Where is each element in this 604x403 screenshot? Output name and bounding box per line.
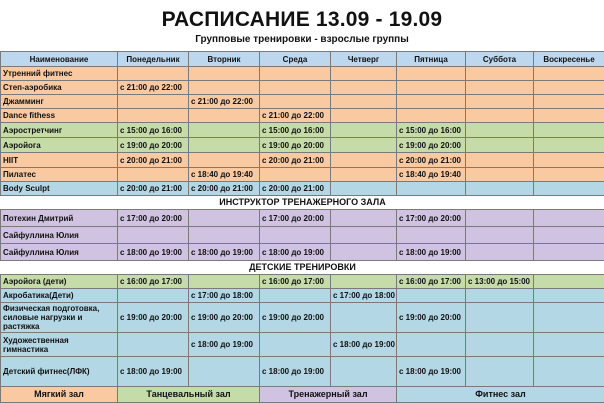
cell-mon: с 20:00 до 21:00 (118, 182, 189, 196)
cell-wed (260, 168, 331, 182)
cell-wed: с 16:00 до 17:00 (260, 275, 331, 289)
cell-wed: с 18:00 до 19:00 (260, 357, 331, 387)
cell-sat: с 13:00 до 15:00 (466, 275, 534, 289)
cell-fri: с 16:00 до 17:00 (397, 275, 466, 289)
page-subtitle: Групповые тренировки - взрослые группы (195, 34, 409, 45)
row-name: Джамминг (1, 95, 118, 109)
cell-wed: с 21:00 до 22:00 (260, 109, 331, 123)
page-title: РАСПИСАНИЕ 13.09 - 19.09 (161, 8, 443, 31)
table-row (1, 227, 604, 244)
cell-sun (534, 357, 604, 387)
table-row (1, 123, 604, 138)
cell-wed (260, 81, 331, 95)
table-row (1, 138, 604, 153)
table-row (1, 275, 604, 289)
cell-sun (534, 182, 604, 196)
legend-fitness-hall: Фитнес зал (397, 387, 604, 403)
table-row (1, 244, 604, 261)
cell-mon: с 21:00 до 22:00 (118, 81, 189, 95)
table-row (1, 109, 604, 123)
cell-mon (118, 67, 189, 81)
cell-wed: с 20:00 до 21:00 (260, 153, 331, 168)
cell-wed (260, 67, 331, 81)
cell-thu (331, 244, 397, 261)
cell-fri: с 20:00 до 21:00 (397, 153, 466, 168)
header-wed: Среда (260, 52, 331, 67)
cell-tue: с 18:00 до 19:00 (189, 333, 260, 357)
header-mon: Понедельник (118, 52, 189, 67)
cell-mon: с 15:00 до 16:00 (118, 123, 189, 138)
row-name: Dance fithess (1, 109, 118, 123)
cell-mon (118, 289, 189, 303)
row-name: Аэростретчинг (1, 123, 118, 138)
cell-mon: с 20:00 до 21:00 (118, 153, 189, 168)
cell-mon: с 17:00 до 20:00 (118, 210, 189, 227)
cell-fri (397, 109, 466, 123)
cell-thu (331, 303, 397, 333)
cell-mon: с 19:00 до 20:00 (118, 303, 189, 333)
cell-mon: с 18:00 до 19:00 (118, 357, 189, 387)
cell-fri: с 15:00 до 16:00 (397, 123, 466, 138)
cell-thu (331, 182, 397, 196)
section-title-kids: ДЕТСКИЕ ТРЕНИРОВКИ (1, 261, 604, 275)
cell-tue: с 18:00 до 19:00 (189, 244, 260, 261)
cell-sun (534, 244, 604, 261)
section-header-kids (1, 261, 604, 275)
cell-mon: с 19:00 до 20:00 (118, 138, 189, 153)
cell-sun (534, 109, 604, 123)
cell-tue (189, 357, 260, 387)
table-row (1, 153, 604, 168)
cell-mon (118, 227, 189, 244)
cell-tue (189, 67, 260, 81)
cell-thu (331, 81, 397, 95)
table-row (1, 67, 604, 81)
cell-sun (534, 333, 604, 357)
cell-sat (466, 303, 534, 333)
cell-sat (466, 182, 534, 196)
header-row (1, 52, 604, 67)
cell-sat (466, 109, 534, 123)
header-tue: Вторник (189, 52, 260, 67)
table-row (1, 210, 604, 227)
cell-mon: с 16:00 до 17:00 (118, 275, 189, 289)
cell-fri (397, 81, 466, 95)
cell-mon (118, 109, 189, 123)
cell-wed: с 19:00 до 20:00 (260, 303, 331, 333)
cell-fri: с 17:00 до 20:00 (397, 210, 466, 227)
cell-fri: с 18:00 до 19:00 (397, 357, 466, 387)
cell-thu (331, 153, 397, 168)
row-name: Сайфуллина Юлия (1, 244, 118, 261)
cell-thu (331, 227, 397, 244)
table-row (1, 333, 604, 357)
cell-sat (466, 333, 534, 357)
cell-wed: с 15:00 до 16:00 (260, 123, 331, 138)
row-name: Body Sculpt (1, 182, 118, 196)
cell-fri: с 19:00 до 20:00 (397, 138, 466, 153)
cell-fri (397, 182, 466, 196)
cell-sun (534, 227, 604, 244)
cell-thu (331, 168, 397, 182)
cell-sat (466, 153, 534, 168)
header-thu: Четверг (331, 52, 397, 67)
legend-dance-hall: Танцевальный зал (118, 387, 260, 403)
cell-sat (466, 168, 534, 182)
cell-sat (466, 67, 534, 81)
cell-thu: с 18:00 до 19:00 (331, 333, 397, 357)
table-row (1, 81, 604, 95)
cell-fri (397, 333, 466, 357)
cell-thu (331, 210, 397, 227)
row-name: Детский фитнес(ЛФК) (1, 357, 118, 387)
cell-wed: с 19:00 до 20:00 (260, 138, 331, 153)
section-header-gym (1, 196, 604, 210)
schedule-table (0, 51, 604, 403)
legend-soft-hall: Мягкий зал (1, 387, 118, 403)
cell-tue (189, 153, 260, 168)
cell-mon (118, 333, 189, 357)
cell-sat (466, 244, 534, 261)
table-row (1, 182, 604, 196)
cell-fri: с 19:00 до 20:00 (397, 303, 466, 333)
cell-wed: с 20:00 до 21:00 (260, 182, 331, 196)
cell-tue: с 19:00 до 20:00 (189, 303, 260, 333)
cell-wed (260, 289, 331, 303)
header-fri: Пятница (397, 52, 466, 67)
cell-sun (534, 303, 604, 333)
cell-fri: с 18:00 до 19:00 (397, 244, 466, 261)
cell-fri: с 18:40 до 19:40 (397, 168, 466, 182)
cell-tue: с 21:00 до 22:00 (189, 95, 260, 109)
table-row (1, 289, 604, 303)
cell-tue (189, 138, 260, 153)
cell-tue (189, 109, 260, 123)
cell-tue (189, 275, 260, 289)
cell-sat (466, 289, 534, 303)
row-name: Физическая подготовка, силовые нагрузки и растяжка (1, 303, 118, 333)
cell-sat (466, 81, 534, 95)
cell-fri (397, 67, 466, 81)
row-name: Аэройога (1, 138, 118, 153)
cell-sat (466, 95, 534, 109)
cell-tue (189, 210, 260, 227)
cell-thu (331, 123, 397, 138)
cell-fri (397, 95, 466, 109)
cell-sat (466, 227, 534, 244)
cell-tue (189, 227, 260, 244)
table-row (1, 357, 604, 387)
cell-thu (331, 138, 397, 153)
cell-mon: с 18:00 до 19:00 (118, 244, 189, 261)
table-row (1, 168, 604, 182)
cell-sat (466, 357, 534, 387)
cell-sun (534, 138, 604, 153)
cell-fri (397, 227, 466, 244)
header-sat: Суббота (466, 52, 534, 67)
cell-tue (189, 123, 260, 138)
cell-sun (534, 210, 604, 227)
cell-sun (534, 153, 604, 168)
cell-sat (466, 123, 534, 138)
cell-wed: с 17:00 до 20:00 (260, 210, 331, 227)
row-name: Степ-аэробика (1, 81, 118, 95)
cell-sun (534, 67, 604, 81)
cell-tue: с 17:00 до 18:00 (189, 289, 260, 303)
table-row (1, 95, 604, 109)
cell-wed (260, 227, 331, 244)
cell-sun (534, 168, 604, 182)
header-sun: Воскресенье (534, 52, 604, 67)
cell-mon (118, 168, 189, 182)
cell-sun (534, 81, 604, 95)
row-name: Утренний фитнес (1, 67, 118, 81)
cell-thu (331, 275, 397, 289)
cell-sun (534, 123, 604, 138)
legend-gym-hall: Тренажерный зал (260, 387, 397, 403)
table-row (1, 303, 604, 333)
cell-sat (466, 138, 534, 153)
cell-tue: с 20:00 до 21:00 (189, 182, 260, 196)
cell-tue (189, 81, 260, 95)
cell-thu (331, 67, 397, 81)
cell-tue: с 18:40 до 19:40 (189, 168, 260, 182)
section-title-gym: ИНСТРУКТОР ТРЕНАЖЕРНОГО ЗАЛА (1, 196, 604, 210)
row-name: Акробатика(Дети) (1, 289, 118, 303)
row-name: Художественная гимнастика (1, 333, 118, 357)
cell-thu: с 17:00 до 18:00 (331, 289, 397, 303)
row-name: Пилатес (1, 168, 118, 182)
row-name: Аэройога (дети) (1, 275, 118, 289)
cell-thu (331, 109, 397, 123)
cell-wed (260, 95, 331, 109)
cell-thu (331, 357, 397, 387)
row-name: Потехин Дмитрий (1, 210, 118, 227)
cell-wed (260, 333, 331, 357)
header-name: Наименование (1, 52, 118, 67)
cell-sun (534, 289, 604, 303)
cell-wed: с 18:00 до 19:00 (260, 244, 331, 261)
cell-thu (331, 95, 397, 109)
cell-sun (534, 95, 604, 109)
legend-row (1, 387, 604, 403)
row-name: HIIT (1, 153, 118, 168)
cell-mon (118, 95, 189, 109)
cell-sat (466, 210, 534, 227)
row-name: Сайфуллина Юлия (1, 227, 118, 244)
cell-fri (397, 289, 466, 303)
cell-sun (534, 275, 604, 289)
